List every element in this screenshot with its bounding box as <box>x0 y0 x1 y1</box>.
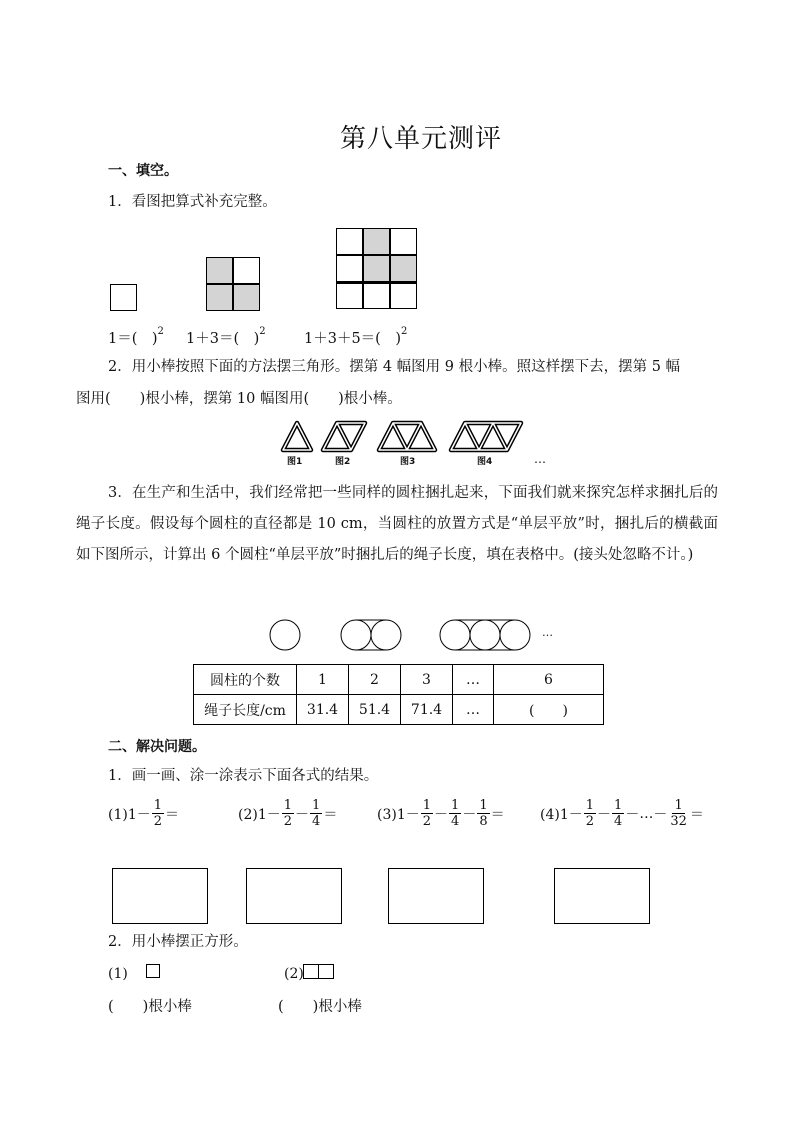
s2-q2-answer-1: ( )根小棒 <box>108 999 192 1015</box>
expression-2: (2)1－ $\frac{1}{2}$ － $\frac{1}{4}$ ＝ <box>238 798 338 829</box>
table-row <box>194 665 604 695</box>
figure-label-1: 图1 <box>287 457 303 467</box>
stick-square-2b <box>318 964 334 979</box>
answer-blank-cell[interactable]: ( ) <box>494 695 604 725</box>
table-cell: 51.4 <box>349 695 401 725</box>
table-cell: … <box>453 695 494 725</box>
table-cell: 3 <box>401 665 453 695</box>
circle-group-2 <box>341 620 401 650</box>
circle-group-1 <box>270 620 300 650</box>
section-2-heading: 二、解决问题。 <box>108 739 206 755</box>
s2-q1-prompt: 1．画一画、涂一涂表示下面各式的结果。 <box>108 768 379 784</box>
table-cell: … <box>453 665 494 695</box>
s2-q2-label-2: (2) <box>284 966 304 982</box>
s2-q2-answer-2: ( )根小棒 <box>278 999 362 1015</box>
drawing-box-2[interactable] <box>246 868 342 924</box>
table-cell: 31.4 <box>297 695 349 725</box>
table-cell: 1 <box>297 665 349 695</box>
row-header-length: 绳子长度/cm <box>194 695 297 725</box>
table-cell: 6 <box>494 665 604 695</box>
figure-label-3: 图3 <box>400 457 416 467</box>
formula-1: 1＝( )$^2$ <box>108 326 164 347</box>
drawing-box-1[interactable] <box>112 868 208 924</box>
row-header-count: 圆柱的个数 <box>194 665 297 695</box>
q3-prompt: 3．在生产和生活中，我们经常把一些同样的圆柱捆扎起来，下面我们就来探究怎样求捆扎后的绳子长度。假设每个圆柱的直径都是 10 cm，当圆柱的放置方式是“单层平放”时，捆扎后的横截面如下图所示，计算出 6 个圆柱“单层平放”时捆扎后的绳子长度，填在表格中。(接头处忽略不计。) <box>76 485 718 563</box>
circle-group-3 <box>440 620 530 650</box>
section-1-heading: 一、填空。 <box>108 163 178 179</box>
square-figure-3 <box>336 228 417 309</box>
square-figure-2 <box>206 257 260 311</box>
table-cell: 71.4 <box>401 695 453 725</box>
q2-prompt-line2: 图用( )根小棒，摆第 10 幅图用( )根小棒。 <box>76 391 402 407</box>
triangle-stick-figures <box>278 418 538 454</box>
page-title: 第八单元测评 <box>340 124 503 154</box>
drawing-box-4[interactable] <box>554 868 650 924</box>
q1-prompt: 1．看图把算式补充完整。 <box>108 194 277 210</box>
expression-3: (3)1－ $\frac{1}{2}$ － $\frac{1}{4}$ － $\frac{1}{8}$ ＝ <box>377 798 505 829</box>
figure-label-2: 图2 <box>335 457 351 467</box>
triangle-figure-1 <box>283 423 311 450</box>
stick-square-1 <box>146 964 160 978</box>
figure-label-4: 图4 <box>477 457 493 467</box>
q2-prompt-line1: 2．用小棒按照下面的方法摆三角形。摆第 4 幅图用 9 根小棒。照这样摆下去，摆第 5 幅 <box>108 359 681 375</box>
expression-4: (4)1－ $\frac{1}{2}$ － $\frac{1}{4}$ － … － $\frac{1}{32}$ ＝ <box>540 798 704 829</box>
stick-square-2a <box>303 964 319 979</box>
rope-length-table <box>193 664 604 725</box>
s2-q2-label-1: (1) <box>108 966 128 982</box>
formula-3: 1＋3＋5＝( )$^2$ <box>304 326 408 347</box>
triangle-figure-3 <box>379 423 435 450</box>
figure-ellipsis: … <box>534 452 546 466</box>
circles-ellipsis: … <box>542 626 553 639</box>
expression-1: (1)1－ $\frac{1}{2}$ ＝ <box>108 798 180 829</box>
drawing-box-3[interactable] <box>388 868 484 924</box>
s2-q2-prompt: 2．用小棒摆正方形。 <box>108 934 248 950</box>
cylinder-cross-sections <box>265 616 540 654</box>
formula-2: 1＋3＝( )$^2$ <box>186 326 266 347</box>
table-cell: 2 <box>349 665 401 695</box>
square-figure-1 <box>110 284 137 311</box>
table-row <box>194 695 604 725</box>
